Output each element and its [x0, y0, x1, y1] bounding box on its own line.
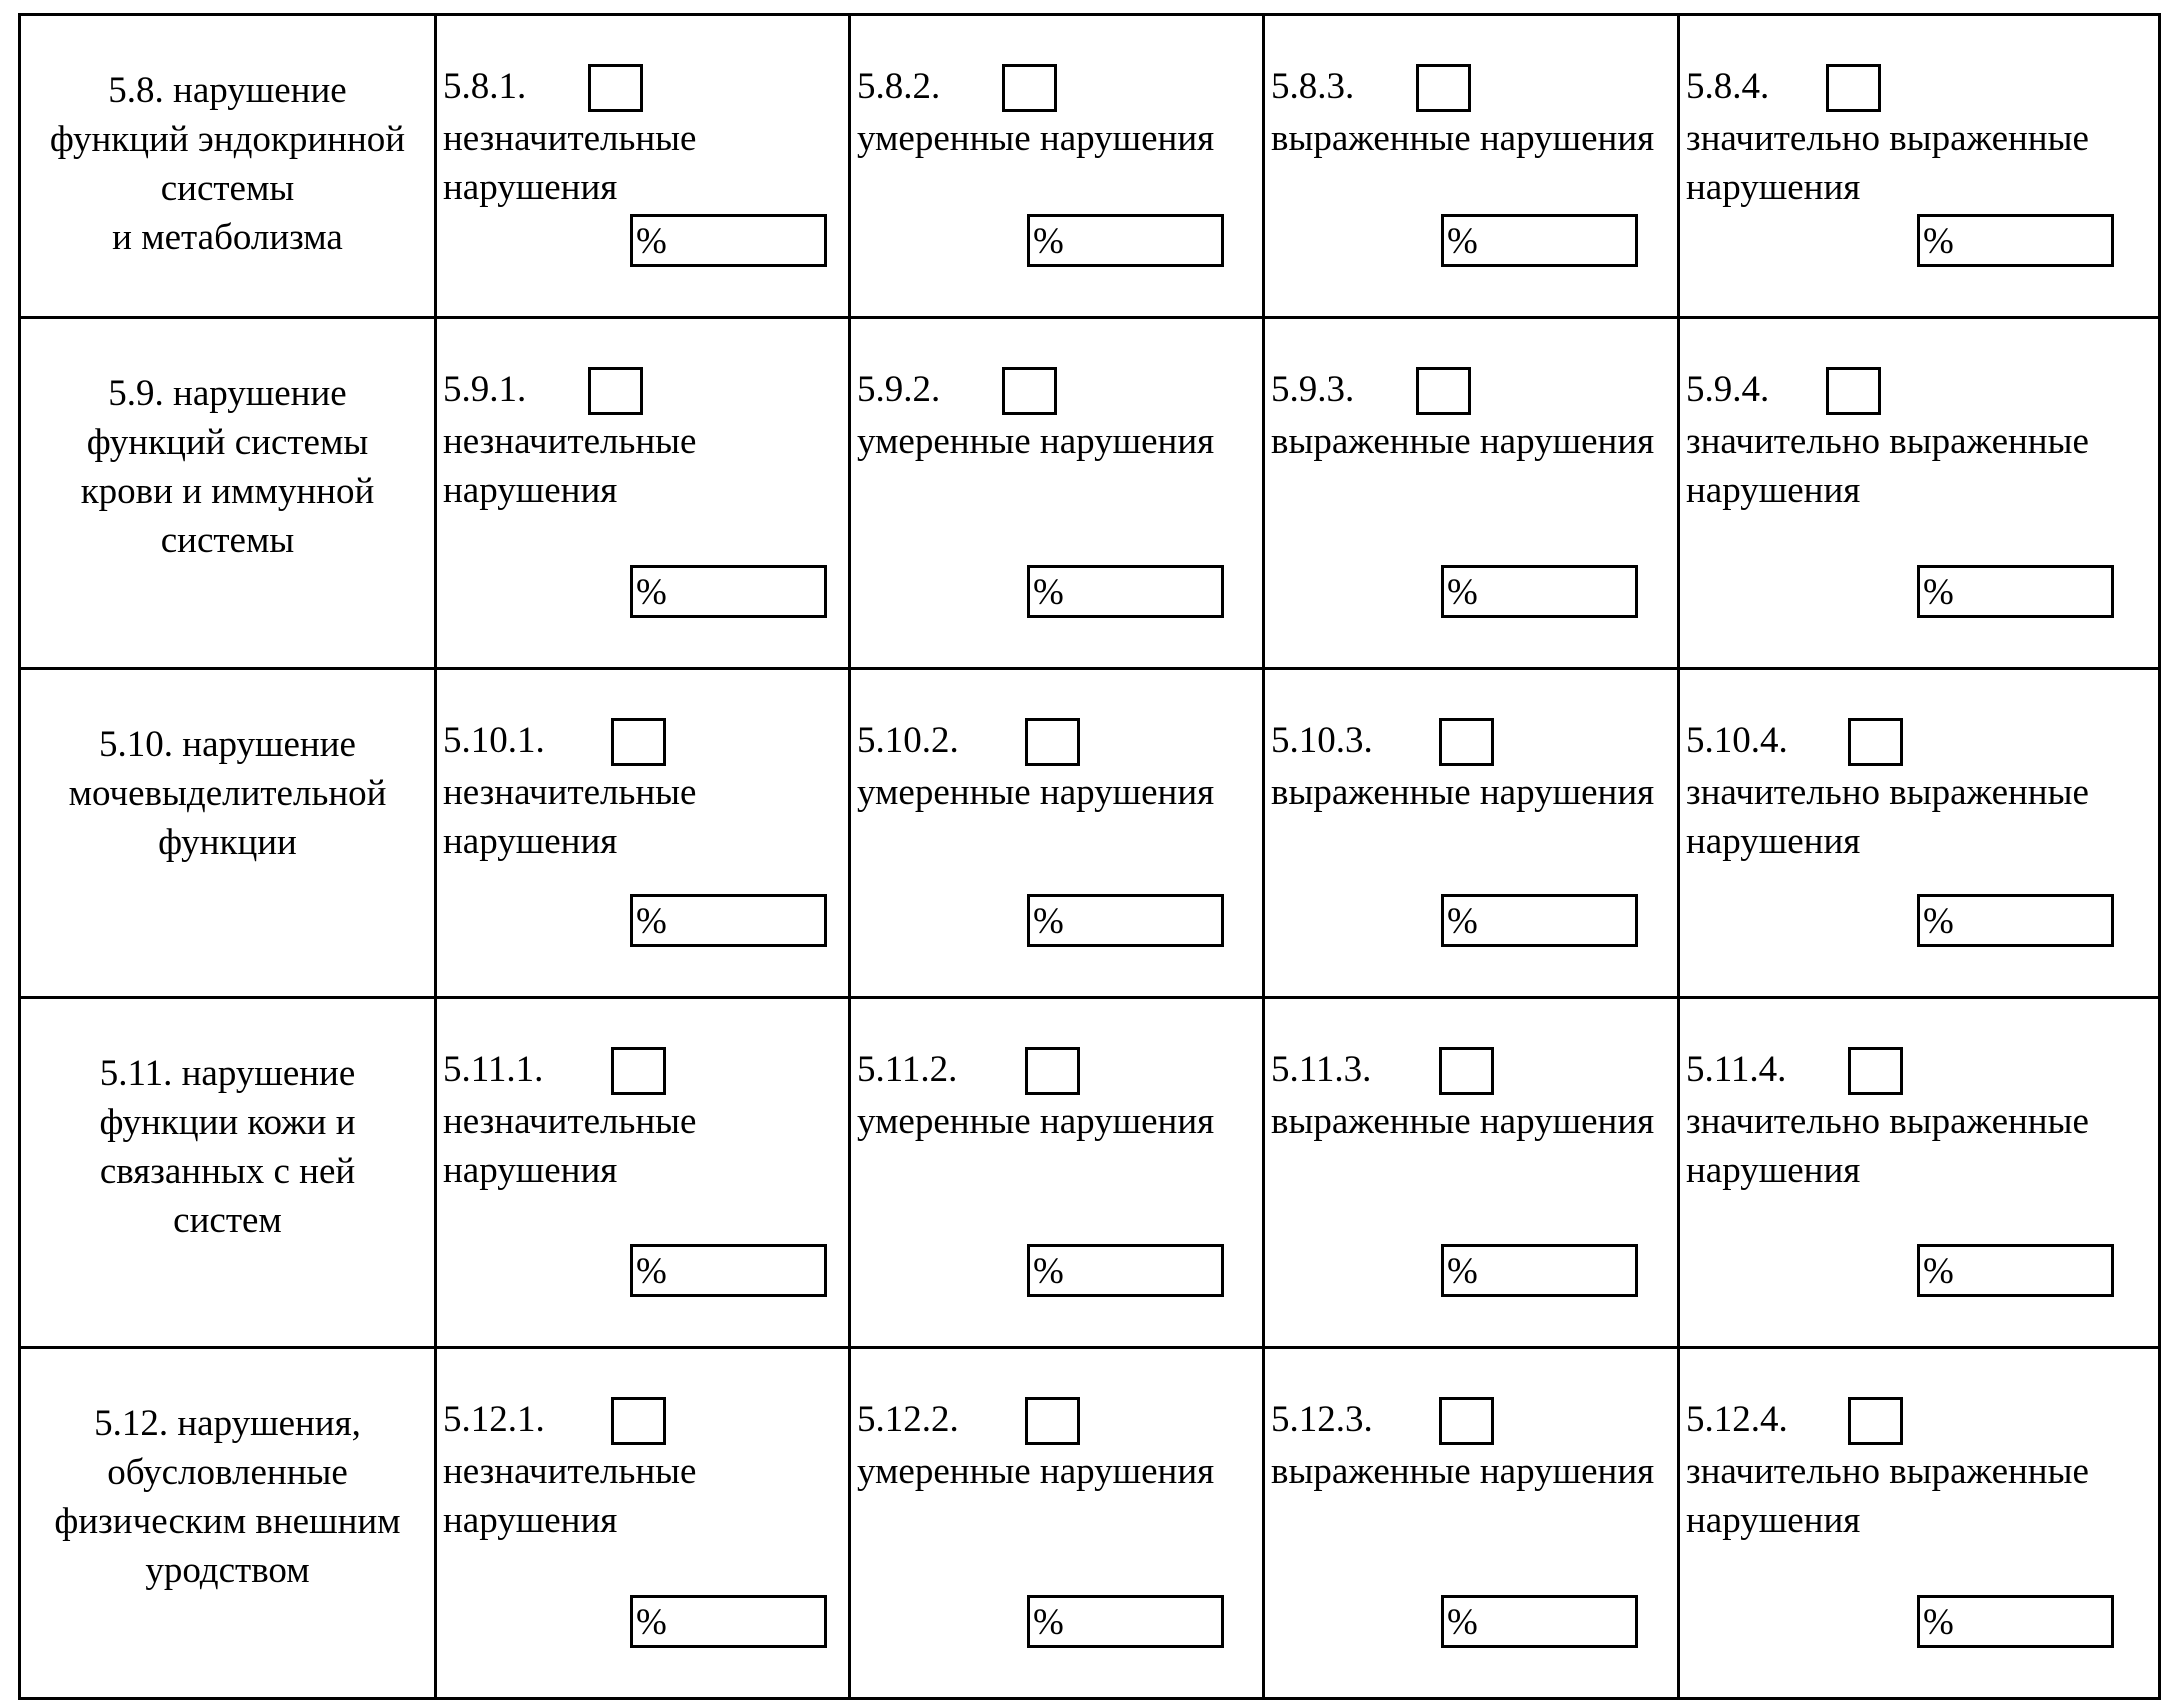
option-code: 5.9.3.	[1271, 369, 1355, 410]
row-label-cell	[20, 15, 436, 318]
percent-sign: %	[636, 572, 667, 613]
option-cell	[436, 669, 850, 998]
option-description: значительно выраженные нарушения	[1686, 1101, 2089, 1191]
percent-field[interactable]	[1917, 894, 2114, 947]
option-checkbox[interactable]	[1416, 367, 1471, 415]
row-label: 5.9. нарушение функций системы крови и иммунной системы	[80, 373, 375, 561]
percent-field[interactable]	[1441, 214, 1638, 267]
option-checkbox[interactable]	[1002, 64, 1057, 112]
percent-field[interactable]	[630, 894, 827, 947]
option-description: выраженные нарушения	[1271, 421, 1655, 462]
row-label: 5.11. нарушение функции кожи и связанных с ней систем	[99, 1053, 356, 1241]
percent-sign: %	[1923, 901, 1954, 942]
option-cell	[436, 318, 850, 669]
row-label: 5.10. нарушение мочевыделительной функции	[68, 724, 387, 863]
row-label-cell	[20, 1348, 436, 1699]
percent-field[interactable]	[1917, 214, 2114, 267]
row-label: 5.8. нарушение функций эндокринной системы и метаболизма	[49, 70, 406, 258]
option-cell	[1264, 998, 1679, 1348]
form-row	[20, 15, 2160, 318]
percent-sign: %	[636, 901, 667, 942]
percent-sign: %	[1033, 1602, 1064, 1643]
option-checkbox[interactable]	[1439, 718, 1494, 766]
option-cell	[850, 1348, 1264, 1699]
option-checkbox[interactable]	[1025, 718, 1080, 766]
option-checkbox[interactable]	[1826, 367, 1881, 415]
option-code: 5.12.2.	[857, 1399, 959, 1440]
option-cell	[1264, 15, 1679, 318]
percent-sign: %	[1447, 901, 1478, 942]
percent-sign: %	[1447, 221, 1478, 262]
percent-sign: %	[1923, 1602, 1954, 1643]
option-checkbox[interactable]	[1439, 1047, 1494, 1095]
percent-field[interactable]	[1027, 894, 1224, 947]
option-cell	[1679, 15, 2160, 318]
percent-field[interactable]	[1917, 1595, 2114, 1648]
option-code: 5.9.1.	[443, 369, 527, 410]
impairment-form-table	[18, 13, 2161, 1700]
option-code: 5.12.4.	[1686, 1399, 1788, 1440]
option-code: 5.12.1.	[443, 1399, 545, 1440]
option-cell	[436, 15, 850, 318]
option-description: значительно выраженные нарушения	[1686, 421, 2089, 511]
percent-field[interactable]	[1027, 1244, 1224, 1297]
option-code: 5.12.3.	[1271, 1399, 1373, 1440]
option-description: умеренные нарушения	[857, 118, 1215, 159]
option-checkbox[interactable]	[1025, 1047, 1080, 1095]
percent-field[interactable]	[630, 214, 827, 267]
option-description: выраженные нарушения	[1271, 118, 1655, 159]
option-checkbox[interactable]	[611, 1397, 666, 1445]
option-checkbox[interactable]	[1848, 1047, 1903, 1095]
option-description: незначительные нарушения	[443, 421, 697, 511]
form-body	[20, 15, 2160, 1699]
option-checkbox[interactable]	[1002, 367, 1057, 415]
percent-sign: %	[1033, 1251, 1064, 1292]
percent-field[interactable]	[1027, 1595, 1224, 1648]
percent-sign: %	[1923, 1251, 1954, 1292]
percent-field[interactable]	[630, 1244, 827, 1297]
option-code: 5.10.2.	[857, 720, 959, 761]
option-cell	[436, 1348, 850, 1699]
option-description: выраженные нарушения	[1271, 1101, 1655, 1142]
option-cell	[850, 998, 1264, 1348]
option-code: 5.9.2.	[857, 369, 941, 410]
percent-field[interactable]	[1441, 565, 1638, 618]
percent-field[interactable]	[1917, 565, 2114, 618]
option-description: умеренные нарушения	[857, 1101, 1215, 1142]
row-label-cell	[20, 318, 436, 669]
option-checkbox[interactable]	[611, 1047, 666, 1095]
option-description: умеренные нарушения	[857, 772, 1215, 813]
option-cell	[1264, 1348, 1679, 1699]
option-description: умеренные нарушения	[857, 1451, 1215, 1492]
option-checkbox[interactable]	[588, 64, 643, 112]
option-checkbox[interactable]	[1439, 1397, 1494, 1445]
option-code: 5.11.4.	[1686, 1049, 1787, 1090]
percent-sign: %	[1923, 221, 1954, 262]
percent-field[interactable]	[1027, 214, 1224, 267]
form-row	[20, 998, 2160, 1348]
percent-sign: %	[1447, 1251, 1478, 1292]
option-description: значительно выраженные нарушения	[1686, 118, 2089, 208]
percent-sign: %	[1033, 572, 1064, 613]
option-code: 5.8.2.	[857, 66, 941, 107]
percent-sign: %	[636, 1251, 667, 1292]
option-cell	[1679, 669, 2160, 998]
option-description: умеренные нарушения	[857, 421, 1215, 462]
option-code: 5.8.1.	[443, 66, 527, 107]
percent-field[interactable]	[1027, 565, 1224, 618]
option-checkbox[interactable]	[1848, 1397, 1903, 1445]
option-cell	[850, 669, 1264, 998]
option-checkbox[interactable]	[1848, 718, 1903, 766]
percent-sign: %	[636, 1602, 667, 1643]
percent-sign: %	[636, 221, 667, 262]
option-cell	[1679, 998, 2160, 1348]
option-checkbox[interactable]	[611, 718, 666, 766]
option-checkbox[interactable]	[1025, 1397, 1080, 1445]
percent-sign: %	[1447, 572, 1478, 613]
option-cell	[850, 318, 1264, 669]
percent-field[interactable]	[1917, 1244, 2114, 1297]
option-cell	[436, 998, 850, 1348]
percent-sign: %	[1033, 901, 1064, 942]
option-code: 5.8.3.	[1271, 66, 1355, 107]
option-description: незначительные нарушения	[443, 1451, 697, 1541]
option-checkbox[interactable]	[1416, 64, 1471, 112]
option-code: 5.11.3.	[1271, 1049, 1372, 1090]
option-code: 5.10.1.	[443, 720, 545, 761]
option-description: значительно выраженные нарушения	[1686, 1451, 2089, 1541]
option-description: незначительные нарушения	[443, 118, 697, 208]
option-description: выраженные нарушения	[1271, 772, 1655, 813]
option-description: значительно выраженные нарушения	[1686, 772, 2089, 862]
percent-sign: %	[1923, 572, 1954, 613]
option-description: незначительные нарушения	[443, 1101, 697, 1191]
percent-sign: %	[1447, 1602, 1478, 1643]
option-cell	[1264, 669, 1679, 998]
option-code: 5.11.2.	[857, 1049, 958, 1090]
option-code: 5.8.4.	[1686, 66, 1770, 107]
percent-field[interactable]	[630, 1595, 827, 1648]
option-code: 5.11.1.	[443, 1049, 544, 1090]
percent-field[interactable]	[1441, 1595, 1638, 1648]
option-cell	[1679, 1348, 2160, 1699]
option-code: 5.10.4.	[1686, 720, 1788, 761]
option-checkbox[interactable]	[1826, 64, 1881, 112]
row-label-cell	[20, 998, 436, 1348]
option-cell	[850, 15, 1264, 318]
option-code: 5.10.3.	[1271, 720, 1373, 761]
option-checkbox[interactable]	[588, 367, 643, 415]
form-row	[20, 318, 2160, 669]
form-row	[20, 669, 2160, 998]
row-label-cell	[20, 669, 436, 998]
percent-field[interactable]	[1441, 894, 1638, 947]
row-label: 5.12. нарушения, обусловленные физическим внешним уродством	[54, 1403, 401, 1591]
option-description: выраженные нарушения	[1271, 1451, 1655, 1492]
option-code: 5.9.4.	[1686, 369, 1770, 410]
percent-sign: %	[1033, 221, 1064, 262]
form-row	[20, 1348, 2160, 1699]
percent-field[interactable]	[1441, 1244, 1638, 1297]
option-cell	[1679, 318, 2160, 669]
option-cell	[1264, 318, 1679, 669]
percent-field[interactable]	[630, 565, 827, 618]
option-description: незначительные нарушения	[443, 772, 697, 862]
